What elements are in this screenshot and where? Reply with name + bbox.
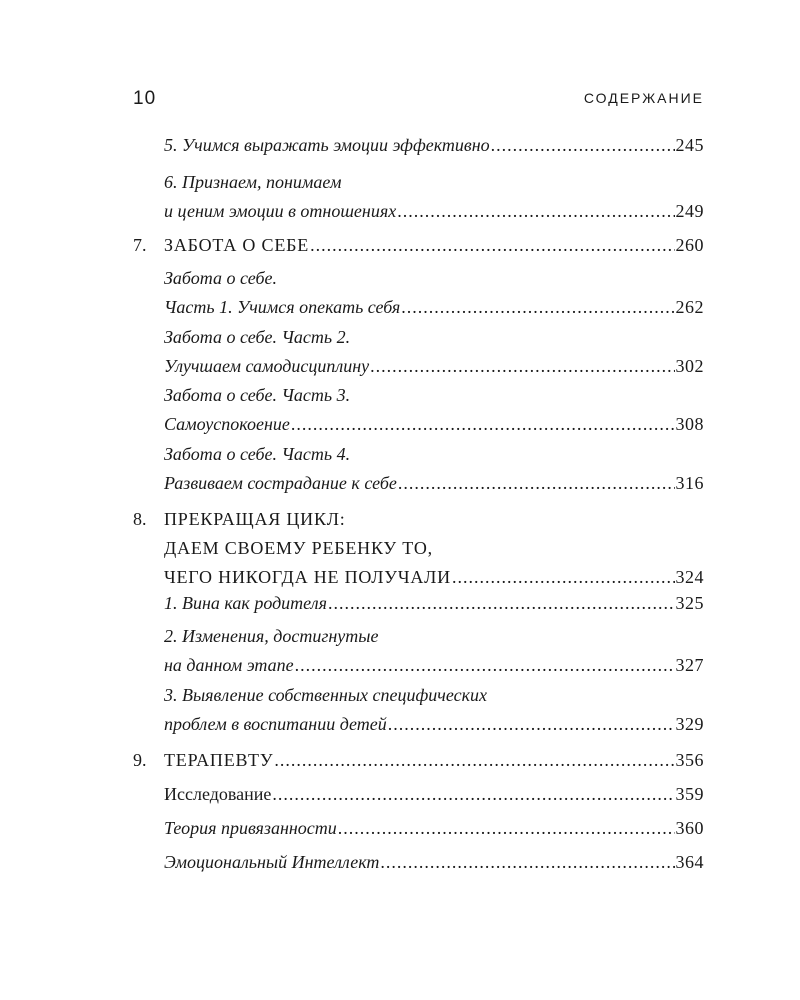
toc-final-line xyxy=(164,352,704,381)
dot-leader xyxy=(328,589,675,618)
dot-leader xyxy=(291,410,675,439)
toc-page-number: 302 xyxy=(675,356,704,376)
toc-page-number: 308 xyxy=(675,414,704,434)
toc-title-line: Эмоциональный Интеллект xyxy=(164,852,380,872)
toc-title-line: на данном этапе xyxy=(164,655,294,675)
toc-title-line: Теория привязанности xyxy=(164,818,337,838)
page-number: 10 xyxy=(133,88,157,109)
toc-title-line: 3. Выявление собственных специфических xyxy=(164,685,488,705)
toc-title-line: и ценим эмоции в отношениях xyxy=(164,201,397,221)
toc-title-line: ТЕРАПЕВТУ xyxy=(164,750,274,770)
toc-title-line: Исследование xyxy=(164,784,272,804)
dot-leader xyxy=(388,710,675,739)
toc-title-line: ПРЕКРАЩАЯ ЦИКЛ: xyxy=(164,509,346,529)
toc-page-number: 364 xyxy=(675,852,704,872)
toc-entry-body xyxy=(164,323,704,381)
toc-title-line: Часть 1. Учимся опекать себя xyxy=(164,297,401,317)
page-header xyxy=(133,88,704,116)
toc-entry-body xyxy=(164,168,704,226)
toc-title-line: Забота о себе. Часть 2. xyxy=(164,327,351,347)
toc-page-number: 249 xyxy=(675,201,704,221)
toc-entry-body xyxy=(164,780,704,809)
toc-page-number: 262 xyxy=(675,297,704,317)
toc-final-line xyxy=(164,563,704,592)
dot-leader xyxy=(370,352,674,381)
toc-title-line: ЧЕГО НИКОГДА НЕ ПОЛУЧАЛИ xyxy=(164,567,451,587)
toc-entry-body xyxy=(164,231,704,260)
toc-final-line xyxy=(164,469,704,498)
dot-leader xyxy=(452,563,675,592)
toc-page-number: 260 xyxy=(675,235,704,255)
dot-leader xyxy=(401,293,674,322)
toc-final-line xyxy=(164,780,704,809)
toc-page-number: 316 xyxy=(675,473,704,493)
dot-leader xyxy=(295,651,675,680)
toc-title-line: Развиваем сострадание к себе xyxy=(164,473,397,493)
toc-entry-body xyxy=(164,131,704,160)
toc-title-line: Улучшаем самодисциплину xyxy=(164,356,370,376)
toc-final-line xyxy=(164,231,704,260)
toc-title-line: 6. Признаем, понимаем xyxy=(164,172,342,192)
dot-leader xyxy=(380,848,674,877)
toc-final-line xyxy=(164,651,704,680)
running-head: СОДЕРЖАНИЕ xyxy=(583,90,704,106)
toc-final-line xyxy=(164,131,704,160)
toc-final-line xyxy=(164,746,704,775)
toc-title-line: Забота о себе. Часть 4. xyxy=(164,444,351,464)
toc-entry-body xyxy=(164,589,704,618)
toc-title-line: Забота о себе. Часть 3. xyxy=(164,385,351,405)
dot-leader xyxy=(398,469,675,498)
toc-page-number: 356 xyxy=(675,750,704,770)
toc-title-line: проблем в воспитании детей xyxy=(164,714,387,734)
toc-final-line xyxy=(164,848,704,877)
toc-entry-body xyxy=(164,814,704,843)
toc-final-line xyxy=(164,410,704,439)
toc-entry-body xyxy=(164,381,704,439)
toc-title-line: ДАЕМ СВОЕМУ РЕБЕНКУ ТО, xyxy=(164,538,433,558)
toc-page-number: 327 xyxy=(675,655,704,675)
toc-page-number: 360 xyxy=(675,818,704,838)
toc-title-line: Самоуспокоение xyxy=(164,414,290,434)
dot-leader xyxy=(491,131,675,160)
toc-page-number: 359 xyxy=(675,784,704,804)
toc-entry-body xyxy=(164,848,704,877)
toc-entry-body xyxy=(164,505,704,592)
chapter-number: 8. xyxy=(133,509,147,529)
toc-title-line: 5. Учимся выражать эмоции эффективно xyxy=(164,135,490,155)
chapter-number: 7. xyxy=(133,235,147,255)
dot-leader xyxy=(310,231,674,260)
toc-page-number: 245 xyxy=(675,135,704,155)
toc-page-number: 325 xyxy=(675,593,704,613)
dot-leader xyxy=(272,780,674,809)
toc-entry-body xyxy=(164,622,704,680)
toc-final-line xyxy=(164,710,704,739)
toc-entry-body xyxy=(164,440,704,498)
toc-entry-body xyxy=(164,681,704,739)
dot-leader xyxy=(274,746,674,775)
toc-entry-body xyxy=(164,264,704,322)
toc-title-line: ЗАБОТА О СЕБЕ xyxy=(164,235,310,255)
toc-title-line: 2. Изменения, достигнутые xyxy=(164,626,379,646)
toc-final-line xyxy=(164,293,704,322)
chapter-number: 9. xyxy=(133,750,147,770)
dot-leader xyxy=(397,197,674,226)
toc-final-line xyxy=(164,589,704,618)
toc-entry-body xyxy=(164,746,704,775)
toc-title-line: Забота о себе. xyxy=(164,268,277,288)
dot-leader xyxy=(338,814,675,843)
toc-page-number: 324 xyxy=(675,567,704,587)
toc-final-line xyxy=(164,197,704,226)
toc-final-line xyxy=(164,814,704,843)
toc-page-number: 329 xyxy=(675,714,704,734)
toc-title-line: 1. Вина как родителя xyxy=(164,593,327,613)
